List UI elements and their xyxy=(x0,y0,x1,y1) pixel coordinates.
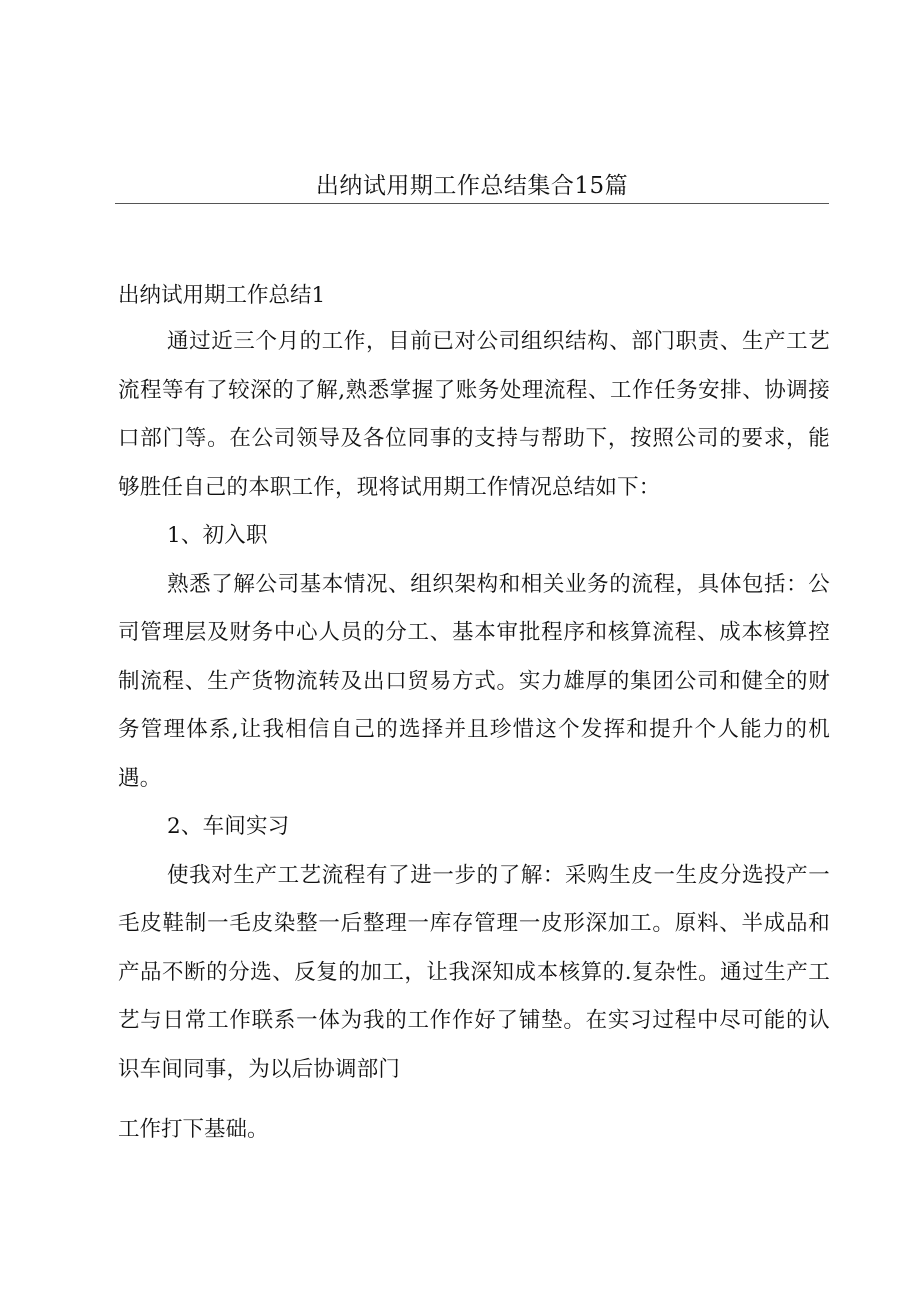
trailing-line: 工作打下基础。 xyxy=(118,1117,269,1142)
document-title: 出纳试用期工作总结集合15篇 xyxy=(315,173,629,199)
section-heading: 出纳试用期工作总结1 xyxy=(118,283,326,308)
paragraph-subheading-1: 1、初入职 xyxy=(167,523,268,548)
paragraph-onboarding: 熟悉了解公司基本情况、组织架构和相关业务的流程，具体包括：公司管理层及财务中心人员的分工、基本审批程序和核算流程、成本核算控制流程、生产货物流转及出口贸易方式。实力雄厚的集团公司和健全的财务管理体系,让我相信自己的选择并且珍惜这个发挥和提升个人能力的机遇。 xyxy=(118,571,830,791)
paragraph-workshop: 使我对生产工艺流程有了进一步的了解：采购生皮一生皮分选投产一毛皮鞋制一毛皮染整一后整理一库存管理一皮形深加工。原料、半成品和产品不断的分选、反复的加工，让我深知成本核算的.复杂性。通过生产工艺与日常工作联系一体为我的工作作好了铺垫。在实习过程中尽可能的认识车间同事，为以后协调部门 xyxy=(118,862,830,1082)
document-body xyxy=(118,318,830,1094)
paragraph-intro: 通过近三个月的工作，目前已对公司组织结构、部门职责、生产工艺流程等有了较深的了解,熟悉掌握了账务处理流程、工作任务安排、协调接口部门等。在公司领导及各位同事的支持与帮助下，按照公司的要求，能够胜任自己的本职工作，现将试用期工作情况总结如下： xyxy=(118,329,830,500)
paragraph-subheading-2: 2、车间实习 xyxy=(167,814,290,839)
title-underline xyxy=(115,203,829,204)
